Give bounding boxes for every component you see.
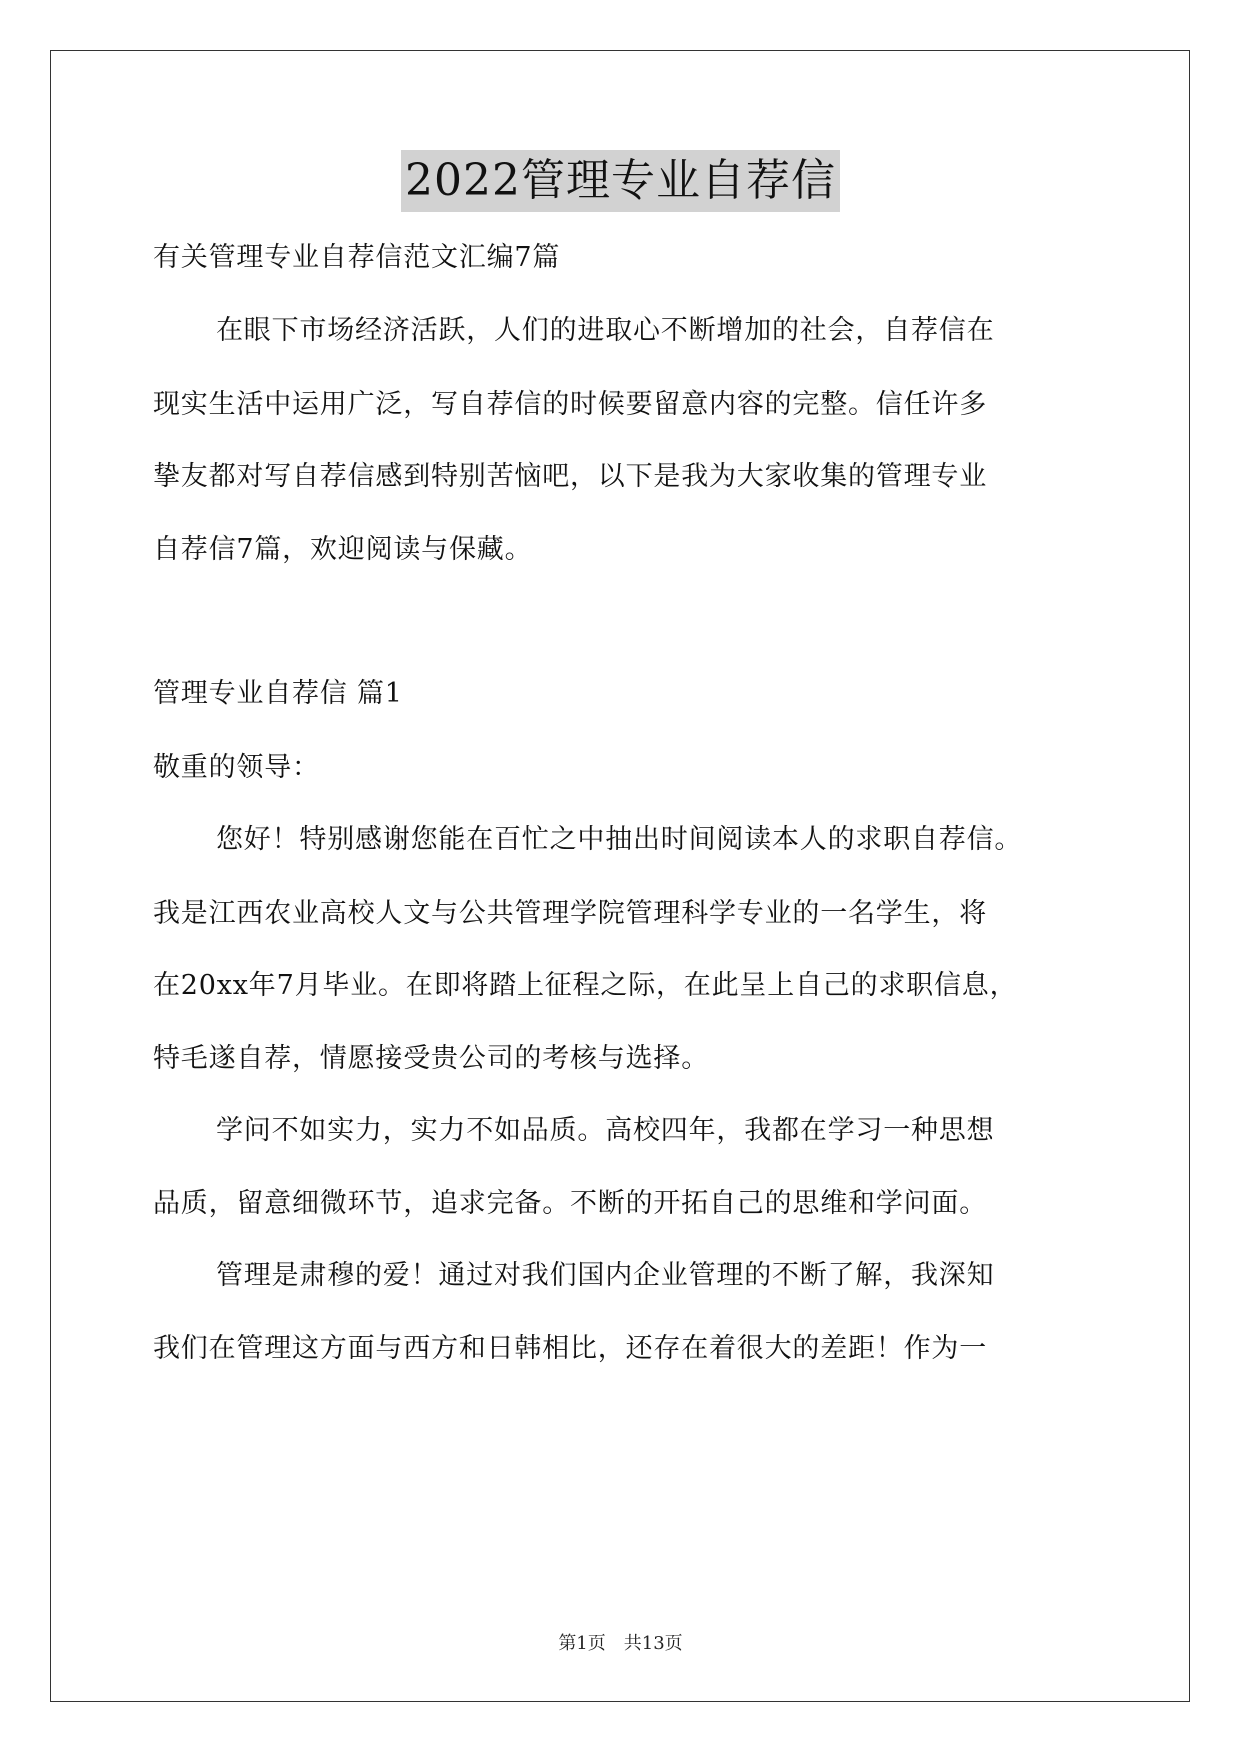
intro-line: 在眼下市场经济活跃，人们的进取心不断增加的社会，自荐信在 [216,315,995,346]
intro-line: 现实生活中运用广泛，写自荐信的时候要留意内容的完整。信任许多 [153,389,987,420]
intro-line: 自荐信7篇，欢迎阅读与保藏。 [153,534,533,565]
page-border [50,50,1190,1702]
body-line: 我是江西农业高校人文与公共管理学院管理科学专业的一名学生，将 [153,898,987,929]
body-line: 管理是肃穆的爱！通过对我们国内企业管理的不断了解，我深知 [216,1260,995,1291]
body-line: 我们在管理这方面与西方和日韩相比，还存在着很大的差距！作为一 [153,1333,987,1364]
body-line: 品质，留意细微环节，追求完备。不断的开拓自己的思维和学问面。 [153,1188,987,1219]
title-container [0,150,1241,212]
section-heading: 管理专业自荐信 篇1 [153,678,403,709]
body-line: 您好！特别感谢您能在百忙之中抽出时间阅读本人的求职自荐信。 [216,824,1023,855]
document-subtitle: 有关管理专业自荐信范文汇编7篇 [153,242,561,273]
document-title: 2022管理专业自荐信 [401,150,840,212]
body-line: 特毛遂自荐，情愿接受贵公司的考核与选择。 [153,1043,709,1074]
body-line: 学问不如实力，实力不如品质。高校四年，我都在学习一种思想 [216,1115,995,1146]
salutation: 敬重的领导： [153,752,320,783]
intro-line: 挚友都对写自荐信感到特别苦恼吧，以下是我为大家收集的管理专业 [153,461,987,492]
body-line: 在20xx年7月毕业。在即将踏上征程之际，在此呈上自己的求职信息， [153,970,1018,1001]
page-number: 第1页 共13页 [558,1633,683,1654]
